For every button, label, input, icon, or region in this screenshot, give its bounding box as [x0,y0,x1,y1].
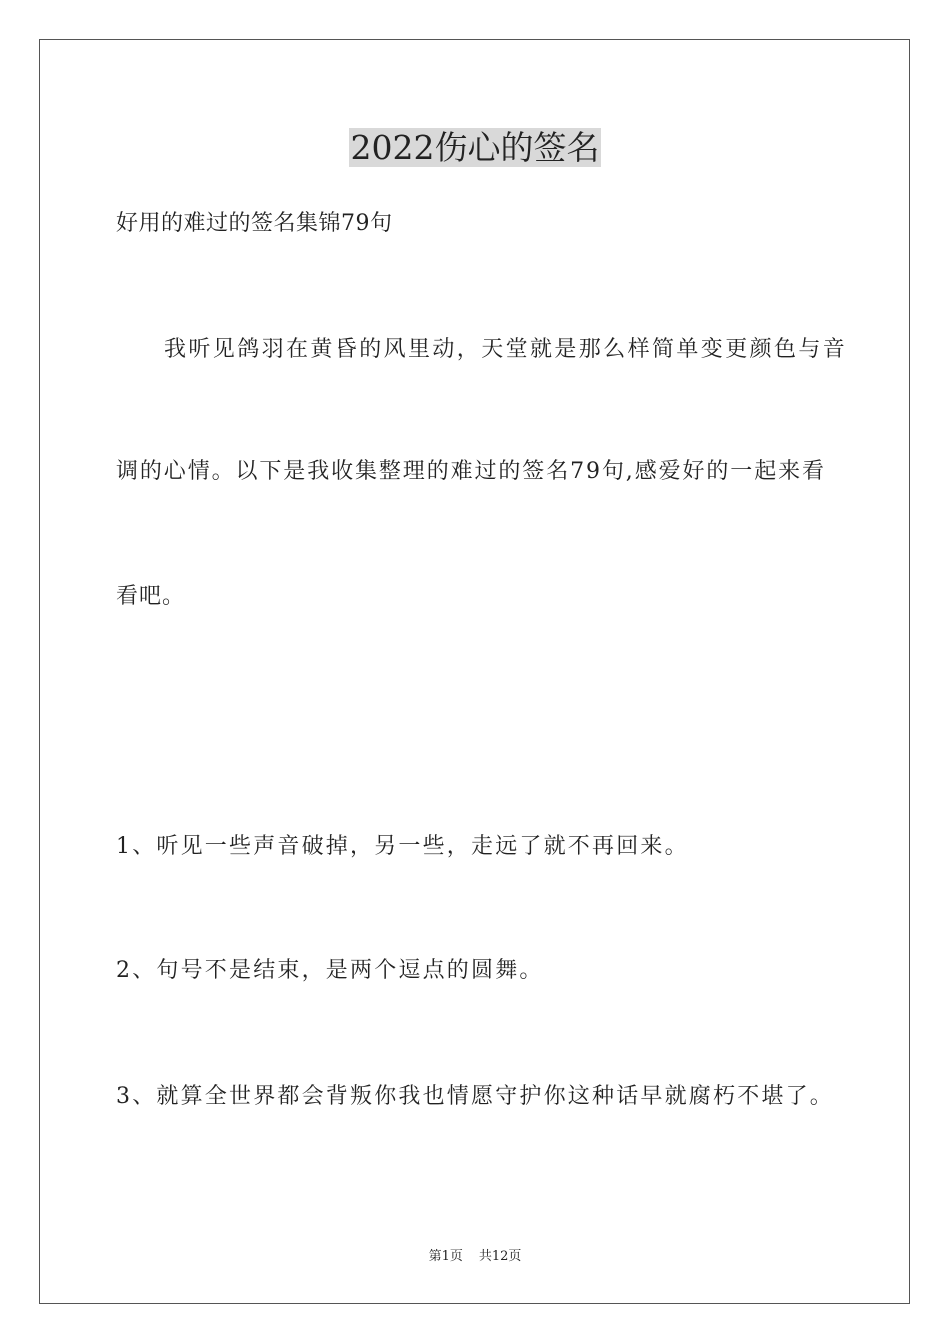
list-item: 1、听见一些声音破掉，另一些，走远了就不再回来。 [116,834,689,859]
intro-paragraph-line-3: 看吧。 [116,584,186,609]
intro-paragraph-line-2: 调的心情。以下是我收集整理的难过的签名79句,感爱好的一起来看 [116,459,826,484]
page-footer [0,1248,950,1266]
list-item: 3、就算全世界都会背叛你我也情愿守护你这种话早就腐朽不堪了。 [116,1084,834,1109]
intro-paragraph-line-1: 我听见鸽羽在黄昏的风里动，天堂就是那么样简单变更颜色与音 [164,337,848,362]
page-number: 第1页 [428,1249,463,1264]
list-item: 2、句号不是结束，是两个逗点的圆舞。 [116,958,544,983]
document-title-text: 2022伤心的签名 [350,128,600,167]
document-subtitle: 好用的难过的签名集锦79句 [116,211,393,236]
document-title [0,126,950,170]
page-total: 共12页 [478,1249,522,1264]
